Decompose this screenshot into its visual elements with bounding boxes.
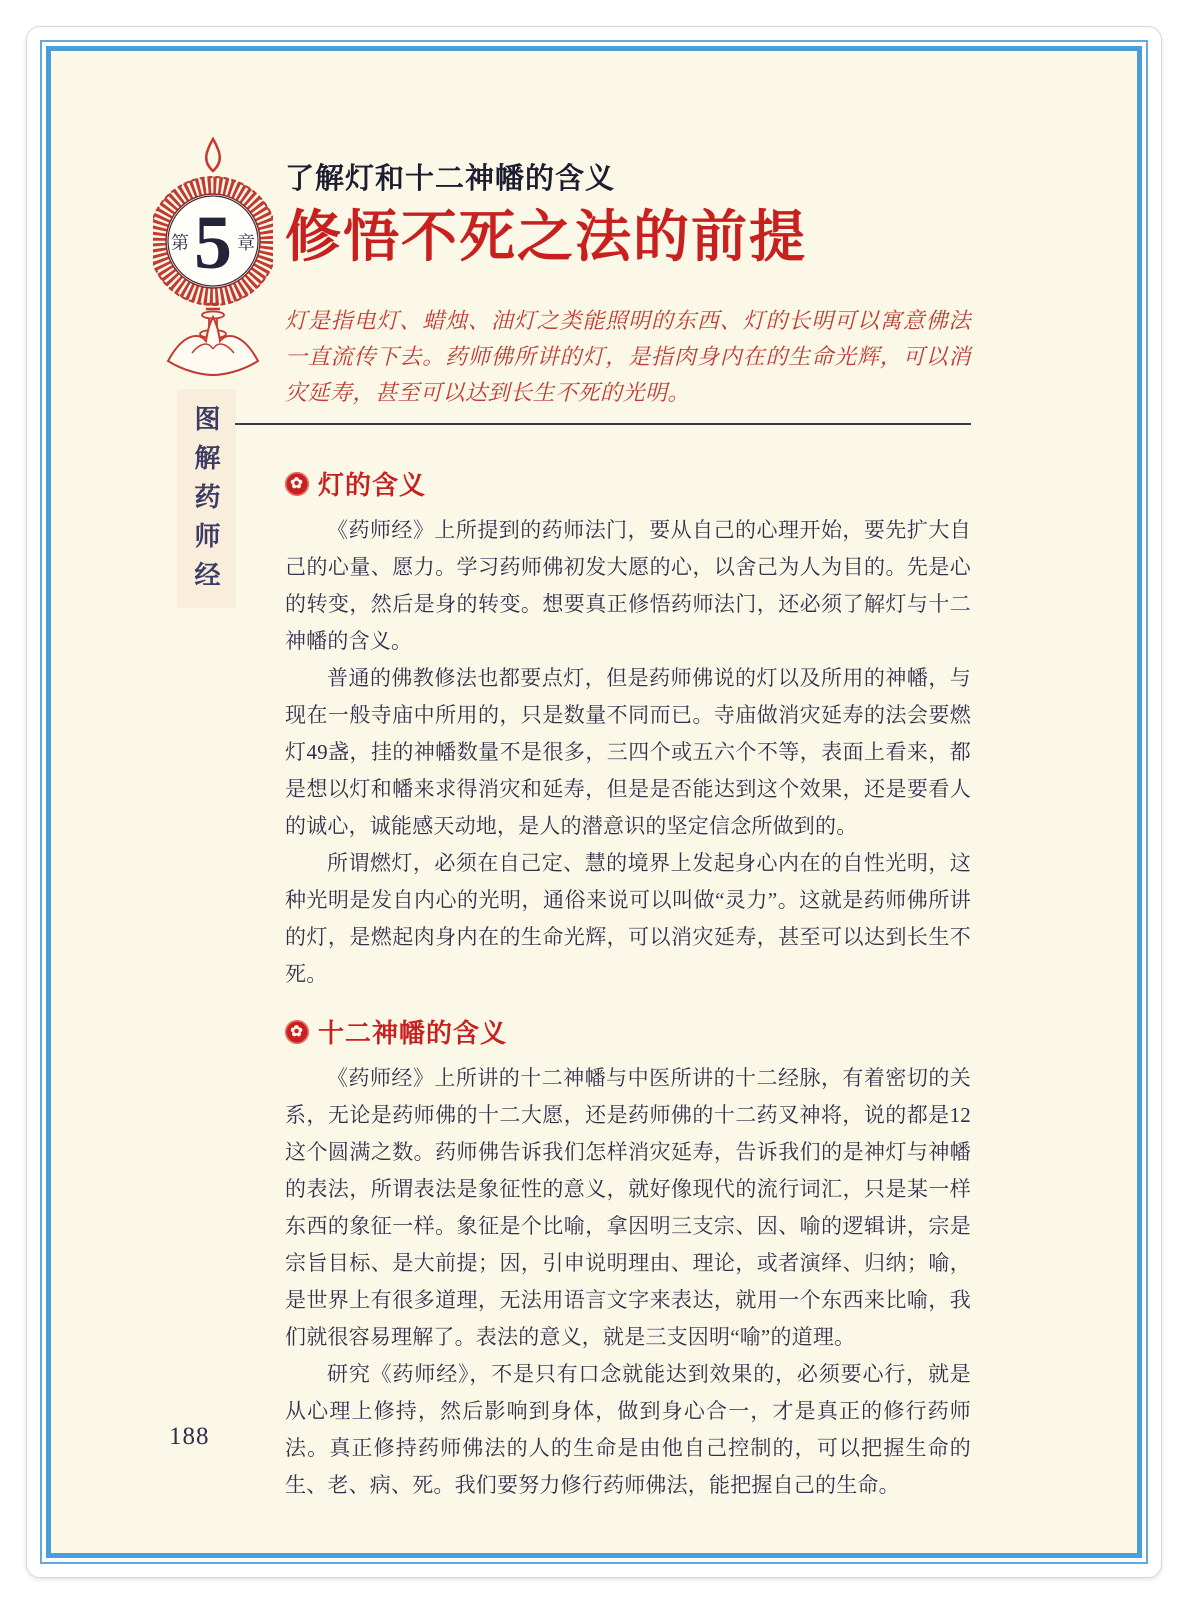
section-heading-label: 十二神幡的含义 [318, 1018, 508, 1048]
lotus-mirror-icon [153, 135, 273, 379]
main-column [285, 51, 971, 1504]
chapter-subtitle: 了解灯和十二神幡的含义 [285, 163, 616, 195]
paragraph: 《药师经》上所提到的药师法门，要从自己的心理开始，要先扩大自己的心量、愿力。学习药师佛初发大愿的心，以舍己为人为目的。先是心的转变，然后是身的转变。想要真正修悟药师法门，还必须了解灯与十二神幡的含义。 [285, 518, 971, 653]
chapter-badge-suffix: 章 [237, 233, 255, 253]
paragraph: 研究《药师经》，不是只有口念就能达到效果的，必须要心行，就是从心理上修持，然后影响到身体，做到身心合一，才是真正的修行药师法。真正修持药师佛法的人的生命是由他自己控制的，可以把握生命的生、老、病、死。我们要努力修行药师佛法，能把握自己的生命。 [285, 1362, 971, 1497]
flower-seal-icon: ✿ [285, 1020, 309, 1044]
chapter-title: 修悟不死之法的前提 [285, 205, 807, 268]
flower-seal-icon: ✿ [285, 472, 309, 496]
chapter-intro: 灯是指电灯、蜡烛、油灯之类能照明的东西、灯的长明可以寓意佛法一直流传下去。药师佛所讲的灯，是指肉身内在的生命光辉，可以消灾延寿，甚至可以达到长生不死的光明。 [285, 308, 971, 405]
paragraph: 所谓燃灯，必须在自己定、慧的境界上发起身心内在的自性光明，这种光明是发自内心的光明，通俗来说可以叫做“灵力”。这就是药师佛所讲的灯，是燃起肉身内在的生命光辉，可以消灾延寿，甚至可以达到长生不死。 [285, 851, 971, 986]
chapter-emblem [153, 135, 273, 379]
page-number: 188 [169, 1423, 210, 1450]
series-title-tab: 图解药师经 [177, 389, 236, 608]
intro-divider [235, 423, 971, 425]
chapter-badge-prefix: 第 [171, 233, 189, 253]
page-card [26, 26, 1162, 1578]
paragraph: 普通的佛教修法也都要点灯，但是药师佛说的灯以及所用的神幡，与现在一般寺庙中所用的，只是数量不同而已。寺庙做消灾延寿的法会要燃灯49盏，挂的神幡数量不是很多，三四个或五六个不等，表面上看来，都是想以灯和幡来求得消灾和延寿，但是是否能达到这个效果，还是要看人的诚心，诚能感天动地，是人的潜意识的坚定信念所做到的。 [285, 666, 971, 838]
page-content-area [46, 46, 1142, 1558]
section-heading-lamp [285, 465, 971, 502]
section-heading-label: 灯的含义 [318, 470, 427, 500]
paragraph: 《药师经》上所讲的十二神幡与中医所讲的十二经脉，有着密切的关系，无论是药师佛的十二大愿，还是药师佛的十二药叉神将，说的都是12这个圆满之数。药师佛告诉我们怎样消灾延寿，告诉我们的是神灯与神幡的表法，所谓表法是象征性的意义，就好像现代的流行词汇，只是某一样东西的象征一样。象征是个比喻，拿因明三支宗、因、喻的逻辑讲，宗是宗旨目标、是大前提；因，引申说明理由、理论，或者演绎、归纳；喻，是世界上有很多道理，无法用语言文字来表达，就用一个东西来比喻，我们就很容易理解了。表法的意义，就是三支因明“喻”的道理。 [285, 1066, 971, 1349]
section-heading-banners [285, 1013, 971, 1050]
chapter-badge-number: 5 [194, 201, 232, 285]
